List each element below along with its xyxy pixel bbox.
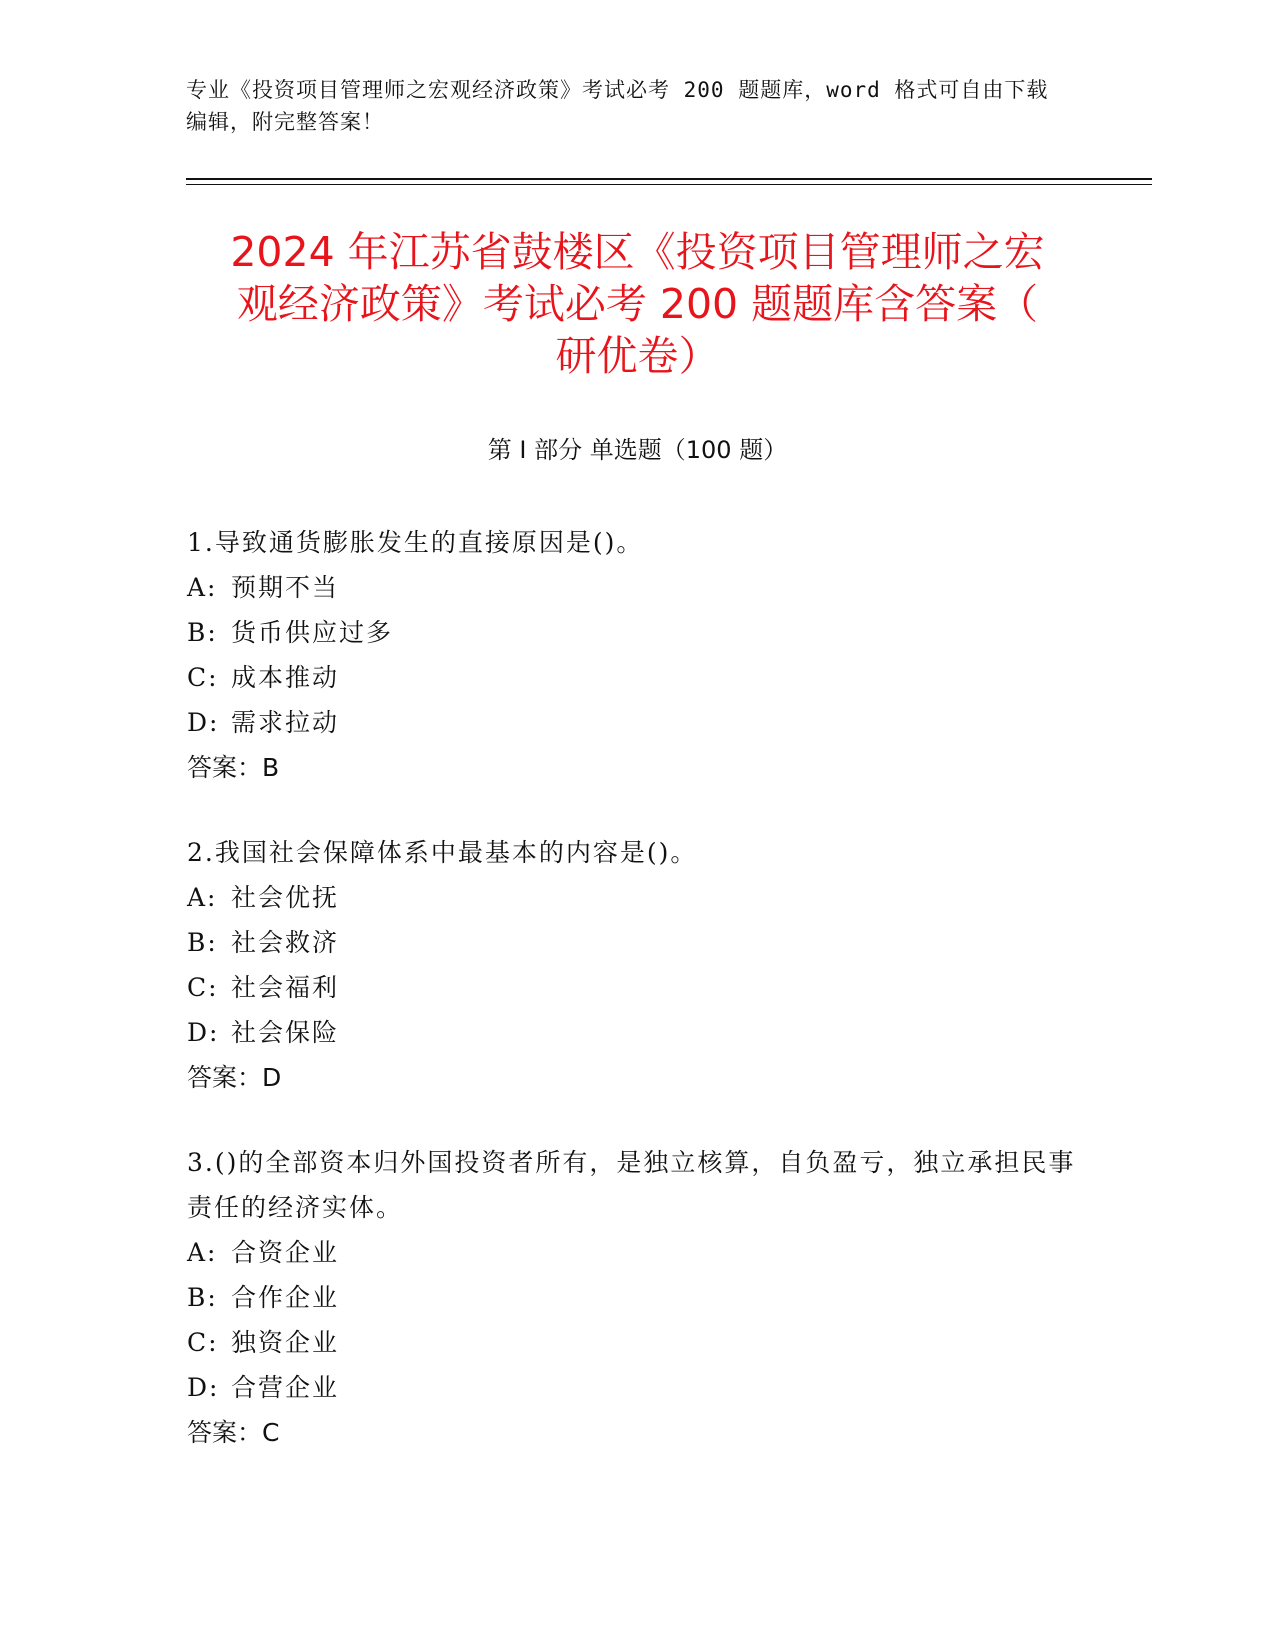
option-c bbox=[187, 965, 1087, 1010]
option-text: 成本推动 bbox=[231, 663, 340, 692]
option-a bbox=[187, 565, 1087, 610]
option-key: C: bbox=[187, 973, 219, 1002]
option-key: A: bbox=[187, 573, 218, 602]
header-divider bbox=[186, 178, 1152, 180]
title-line-1: 2024 年江苏省鼓楼区《投资项目管理师之宏 bbox=[230, 228, 1045, 276]
answer-line bbox=[187, 745, 1087, 790]
option-a bbox=[187, 1230, 1087, 1275]
option-c bbox=[187, 655, 1087, 700]
option-key: C: bbox=[187, 663, 219, 692]
answer-label: 答案： bbox=[187, 1063, 263, 1092]
option-key: B: bbox=[187, 1283, 218, 1312]
option-text: 需求拉动 bbox=[231, 708, 340, 737]
option-d bbox=[187, 1010, 1087, 1055]
option-a bbox=[187, 875, 1087, 920]
header-divider-thin bbox=[186, 184, 1152, 185]
option-text: 合作企业 bbox=[231, 1283, 340, 1312]
option-text: 独资企业 bbox=[231, 1328, 340, 1357]
header-note: 专业《投资项目管理师之宏观经济政策》考试必考 200 题题库，word 格式可自由下载编辑，附完整答案！ bbox=[186, 78, 1049, 134]
option-text: 社会优抚 bbox=[231, 883, 340, 912]
option-text: 货币供应过多 bbox=[231, 618, 394, 647]
option-key: D: bbox=[187, 708, 220, 737]
question-2 bbox=[187, 830, 1087, 1100]
option-key: A: bbox=[187, 1238, 218, 1267]
option-text: 预期不当 bbox=[231, 573, 340, 602]
question-stem: 1.导致通货膨胀发生的直接原因是()。 bbox=[187, 528, 644, 557]
question-list bbox=[187, 520, 1087, 1495]
option-text: 社会福利 bbox=[231, 973, 340, 1002]
option-key: D: bbox=[187, 1018, 220, 1047]
answer-line bbox=[187, 1410, 1087, 1455]
option-key: A: bbox=[187, 883, 218, 912]
question-1 bbox=[187, 520, 1087, 790]
question-3 bbox=[187, 1140, 1087, 1455]
option-key: B: bbox=[187, 618, 218, 647]
option-text: 合资企业 bbox=[231, 1238, 340, 1267]
section-title: 第 I 部分 单选题（100 题） bbox=[487, 436, 788, 464]
option-b bbox=[187, 610, 1087, 655]
question-stem: 3.()的全部资本归外国投资者所有，是独立核算，自负盈亏，独立承担民事责任的经济实体。 bbox=[187, 1148, 1076, 1222]
option-key: D: bbox=[187, 1373, 220, 1402]
option-d bbox=[187, 1365, 1087, 1410]
option-b bbox=[187, 920, 1087, 965]
option-text: 社会保险 bbox=[231, 1018, 340, 1047]
answer-label: 答案： bbox=[187, 753, 263, 782]
title-line-3: 研优卷） bbox=[555, 332, 720, 380]
document-title bbox=[150, 226, 1125, 382]
answer-value: B bbox=[262, 753, 280, 782]
option-key: C: bbox=[187, 1328, 219, 1357]
option-key: B: bbox=[187, 928, 218, 957]
title-line-2: 观经济政策》考试必考 200 题题库含答案（ bbox=[236, 280, 1039, 328]
answer-label: 答案： bbox=[187, 1418, 263, 1447]
option-c bbox=[187, 1320, 1087, 1365]
option-text: 社会救济 bbox=[231, 928, 340, 957]
answer-line bbox=[187, 1055, 1087, 1100]
option-b bbox=[187, 1275, 1087, 1320]
option-text: 合营企业 bbox=[231, 1373, 340, 1402]
answer-value: D bbox=[262, 1063, 282, 1092]
option-d bbox=[187, 700, 1087, 745]
answer-value: C bbox=[262, 1418, 280, 1447]
question-stem: 2.我国社会保障体系中最基本的内容是()。 bbox=[187, 838, 698, 867]
